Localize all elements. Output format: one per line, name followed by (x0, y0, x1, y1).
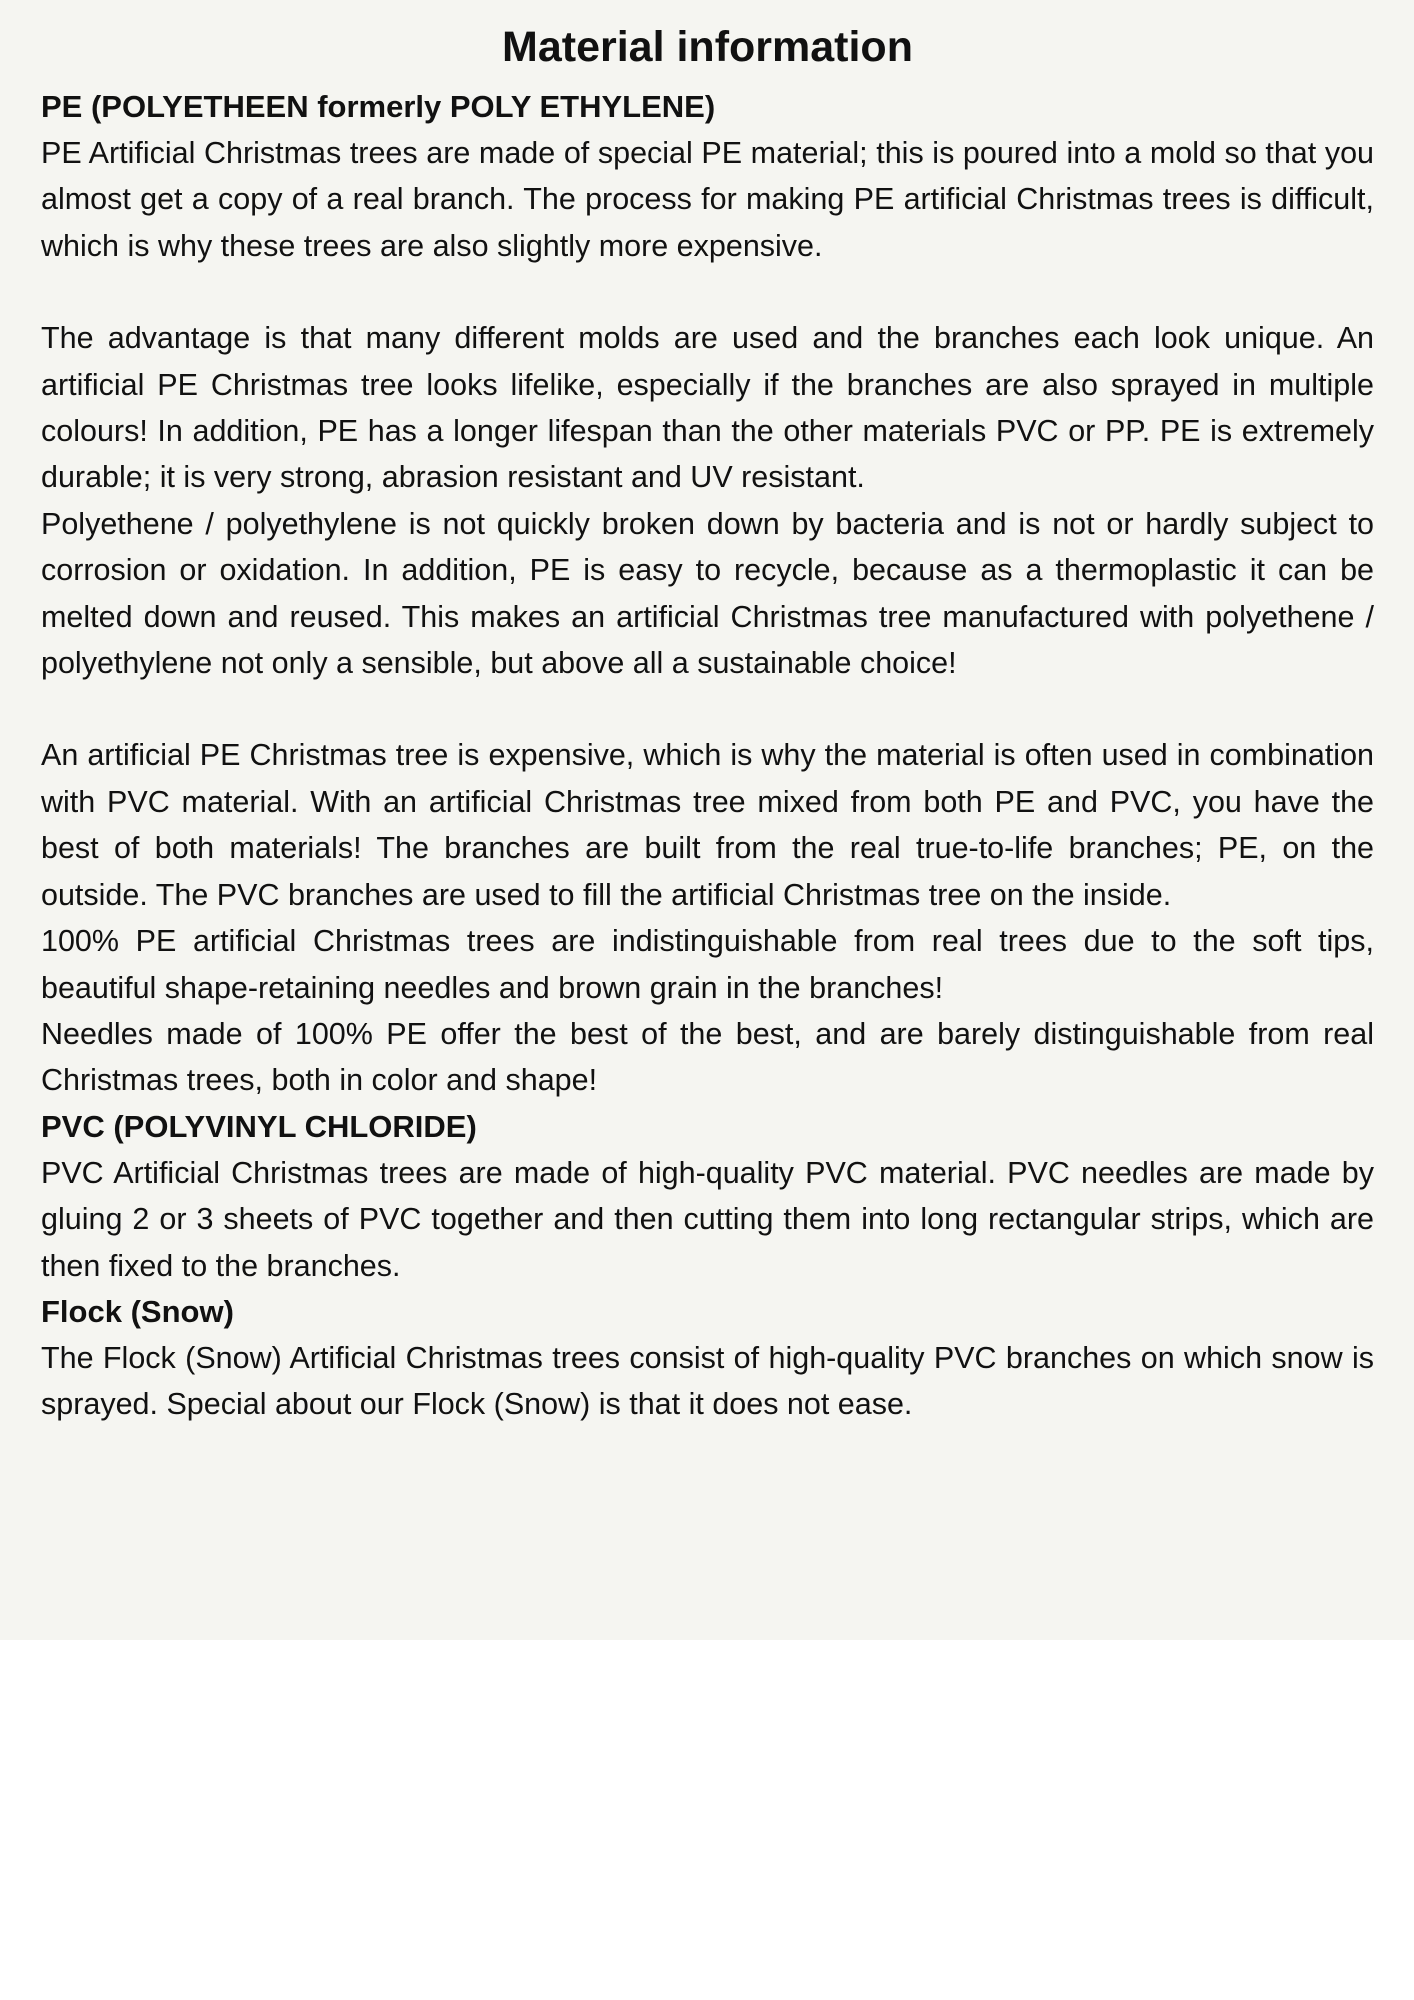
paragraph-pe-100-percent: 100% PE artificial Christmas trees are indistinguishable from real trees due to the soft tips, beautiful shape-retaining needles and brown grain in the branches! (41, 924, 1374, 1005)
paragraph-spacer (41, 269, 1374, 315)
paragraph-pe-sustainability: Polyethene / polyethylene is not quickly broken down by bacteria and is not or hardly subject to corrosion or oxidation. In addition, PE is easy to recycle, because as a thermoplastic it can be melted down and reused. This makes an artificial Christmas tree manufactured with polyethene / polyethylene not only a sensible, but above all a sustainable choice! (41, 506, 1374, 681)
paragraph-pe-pvc-mix: An artificial PE Christmas tree is expensive, which is why the material is often used in combination with PVC material. With an artificial Christmas tree mixed from both PE and PVC, you have the best of both materials! The branches are built from the real true-to-life branches; PE, on the outside. The PVC branches are used to fill the artificial Christmas tree on the inside. (41, 738, 1374, 912)
section-heading-flock: Flock (Snow) (41, 1293, 234, 1329)
document-body (41, 18, 1374, 1428)
paragraph-spacer (41, 686, 1374, 732)
section-heading-pvc: PVC (POLYVINYL CHLORIDE) (41, 1108, 477, 1144)
paragraph-pvc: PVC Artificial Christmas trees are made of high-quality PVC material. PVC needles are made by gluing 2 or 3 sheets of PVC together and then cutting them into long rectangular strips, which are then fixed to the branches. (41, 1155, 1374, 1283)
paragraph-pe-needles: Needles made of 100% PE offer the best of the best, and are barely distinguishable from real Christmas trees, both in color and shape! (41, 1016, 1374, 1098)
paragraph-pe-advantage: The advantage is that many different molds are used and the branches each look unique. An artificial PE Christmas tree looks lifelike, especially if the branches are also sprayed in multiple colours! In addition, PE has a longer lifespan than the other materials PVC or PP. PE is extremely durable; it is very strong, abrasion resistant and UV resistant. (41, 321, 1374, 495)
page-title: Material information (502, 23, 913, 71)
paragraph-pe-intro: PE Artificial Christmas trees are made of special PE material; this is poured into a mold so that you almost get a copy of a real branch. The process for making PE artificial Christmas trees is difficult, which is why these trees are also slightly more expensive. (41, 136, 1374, 263)
paragraph-flock: The Flock (Snow) Artificial Christmas trees consist of high-quality PVC branches on which snow is sprayed. Special about our Flock (Snow) is that it does not ease. (41, 1340, 1374, 1422)
section-heading-pe: PE (POLYETHEEN formerly POLY ETHYLENE) (41, 89, 716, 124)
